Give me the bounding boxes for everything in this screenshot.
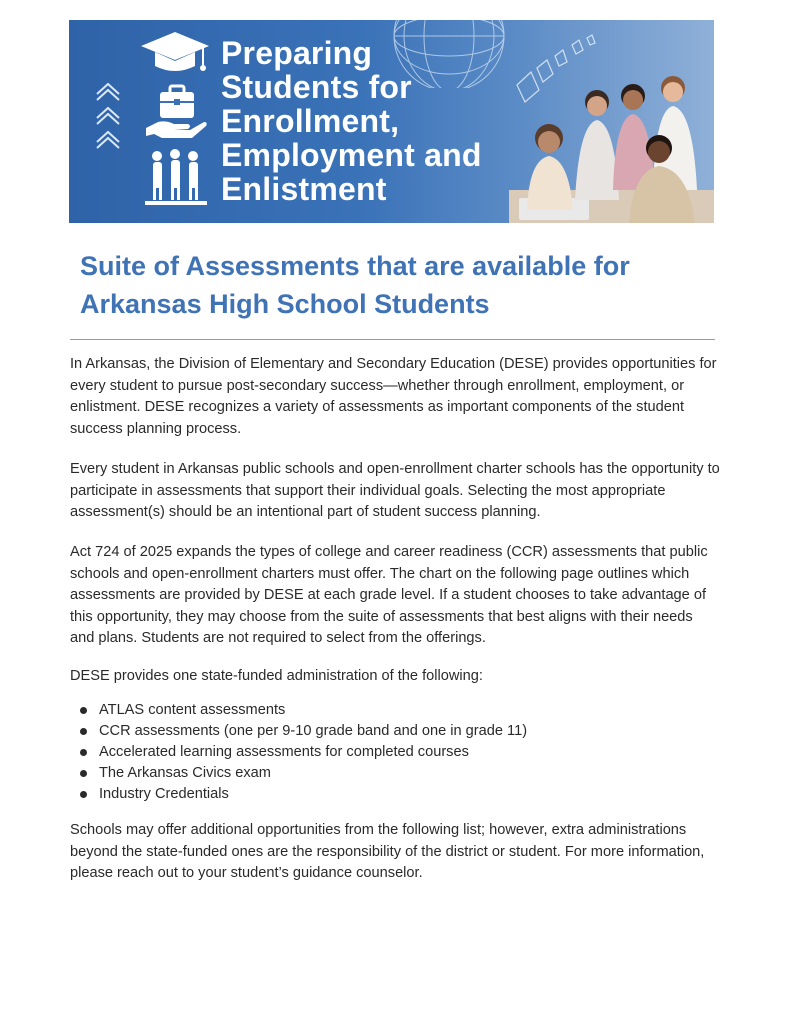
list-item: Accelerated learning assessments for completed courses [80,742,527,763]
closing-paragraph: Schools may offer additional opportunities from the following list; however, extra administrations beyond the state-funded ones are the responsibility of the district or student. For more information, please reach out to your student’s guidance counselor. [70,822,705,882]
banner-title [221,36,482,206]
graduation-cap-icon [139,30,211,80]
banner-title-line: Enlistment [221,171,387,207]
page-heading [80,247,700,323]
header-banner [69,20,714,223]
students-photo [509,60,714,223]
list-item: ATLAS content assessments [80,700,527,721]
banner-title-line: Preparing [221,35,373,71]
paragraph: Act 724 of 2025 expands the types of college and career readiness (CCR) assessments that public schools and open-enrollment charters must offer. The chart on the following page outlines which assessments are provided by DESE at each grade level. If a student chooses to take advantage of this opportunity, they may choose from the suite of assessments that best aligns with their needs and plans. Students are not required to select from the offerings. [70,544,708,647]
list-item: CCR assessments (one per 9-10 grade band and one in grade 11) [80,721,527,742]
briefcase-hand-icon [144,84,208,142]
paragraph: DESE provides one state-funded administration of the following: [70,668,483,684]
banner-title-line: Enrollment, [221,103,400,139]
banner-title-line: Employment and [221,137,482,173]
soldiers-icon [139,148,211,208]
list-item: Industry Credentials [80,784,527,805]
list-item: The Arkansas Civics exam [80,763,527,784]
heading-line: Arkansas High School Students [80,289,490,319]
banner-title-line: Students for [221,69,412,105]
heading-line: Suite of Assessments that are available for [80,251,630,281]
paragraph: Every student in Arkansas public schools and open-enrollment charter schools has the opportunity to participate in assessments that support their individual goals. Selecting the most appropriate assessment(s) should be an intentional part of student success planning. [70,461,720,521]
bullet-list [80,700,527,805]
paragraph: In Arkansas, the Division of Elementary and Secondary Education (DESE) provides opportunities for every student to pursue post-secondary success—whether through enrollment, employment, or enlistment. DESE recognizes a variety of assessments as important components of the student success planning process. [70,356,717,437]
chevron-arrows-icon [93,78,123,158]
divider [70,339,715,340]
